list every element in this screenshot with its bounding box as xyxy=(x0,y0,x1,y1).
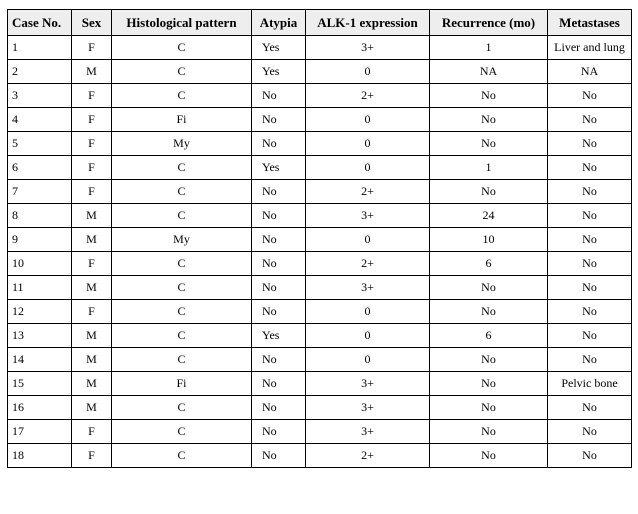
cell-alk1-expression: 3+ xyxy=(306,396,430,420)
cell-alk1-expression: 2+ xyxy=(306,84,430,108)
cell-sex: F xyxy=(72,180,112,204)
cell-alk1-expression: 3+ xyxy=(306,420,430,444)
cell-case-no: 6 xyxy=(8,156,72,180)
cell-alk1-expression: 3+ xyxy=(306,204,430,228)
cell-metastases: No xyxy=(548,132,632,156)
cell-alk1-expression: 0 xyxy=(306,108,430,132)
table-row xyxy=(8,420,632,444)
cell-sex: M xyxy=(72,372,112,396)
cell-recurrence: 6 xyxy=(430,252,548,276)
cell-sex: F xyxy=(72,84,112,108)
cell-metastases: NA xyxy=(548,60,632,84)
cell-sex: F xyxy=(72,36,112,60)
cell-histological-pattern: C xyxy=(112,420,252,444)
cell-atypia: No xyxy=(252,348,306,372)
header-row xyxy=(8,10,632,36)
cell-metastases: No xyxy=(548,444,632,468)
cell-histological-pattern: C xyxy=(112,252,252,276)
cell-metastases: Liver and lung xyxy=(548,36,632,60)
cell-recurrence: No xyxy=(430,108,548,132)
cell-sex: M xyxy=(72,276,112,300)
cell-histological-pattern: C xyxy=(112,348,252,372)
cell-case-no: 18 xyxy=(8,444,72,468)
cell-case-no: 2 xyxy=(8,60,72,84)
cell-atypia: No xyxy=(252,84,306,108)
cell-alk1-expression: 2+ xyxy=(306,180,430,204)
table-row xyxy=(8,372,632,396)
cell-recurrence: No xyxy=(430,132,548,156)
cell-atypia: No xyxy=(252,252,306,276)
cell-histological-pattern: C xyxy=(112,84,252,108)
cell-histological-pattern: C xyxy=(112,180,252,204)
header-histological-pattern: Histological pattern xyxy=(112,10,252,36)
cell-case-no: 3 xyxy=(8,84,72,108)
cell-atypia: No xyxy=(252,420,306,444)
cell-histological-pattern: My xyxy=(112,132,252,156)
cell-sex: M xyxy=(72,324,112,348)
cell-metastases: No xyxy=(548,228,632,252)
table-row xyxy=(8,276,632,300)
cell-recurrence: 6 xyxy=(430,324,548,348)
cell-recurrence: 24 xyxy=(430,204,548,228)
cell-sex: F xyxy=(72,444,112,468)
cell-sex: F xyxy=(72,252,112,276)
table-row xyxy=(8,252,632,276)
cell-metastases: No xyxy=(548,204,632,228)
cell-alk1-expression: 2+ xyxy=(306,252,430,276)
cell-histological-pattern: C xyxy=(112,444,252,468)
cell-metastases: No xyxy=(548,252,632,276)
table-row xyxy=(8,156,632,180)
cell-recurrence: 10 xyxy=(430,228,548,252)
cell-recurrence: No xyxy=(430,348,548,372)
header-alk1-expression: ALK-1 expression xyxy=(306,10,430,36)
cell-case-no: 13 xyxy=(8,324,72,348)
cell-atypia: No xyxy=(252,204,306,228)
table-row xyxy=(8,228,632,252)
cell-recurrence: No xyxy=(430,84,548,108)
cell-alk1-expression: 0 xyxy=(306,348,430,372)
cell-sex: M xyxy=(72,348,112,372)
cell-alk1-expression: 2+ xyxy=(306,444,430,468)
cell-alk1-expression: 0 xyxy=(306,132,430,156)
table-row xyxy=(8,60,632,84)
cell-alk1-expression: 3+ xyxy=(306,36,430,60)
cell-recurrence: No xyxy=(430,300,548,324)
cell-histological-pattern: My xyxy=(112,228,252,252)
cell-histological-pattern: C xyxy=(112,156,252,180)
cell-metastases: No xyxy=(548,180,632,204)
cell-recurrence: No xyxy=(430,180,548,204)
table-header xyxy=(8,10,632,36)
cell-histological-pattern: C xyxy=(112,396,252,420)
table-row xyxy=(8,84,632,108)
cell-metastases: No xyxy=(548,324,632,348)
cell-case-no: 8 xyxy=(8,204,72,228)
cell-sex: M xyxy=(72,396,112,420)
cell-histological-pattern: C xyxy=(112,36,252,60)
table-row xyxy=(8,348,632,372)
cell-alk1-expression: 0 xyxy=(306,300,430,324)
header-atypia: Atypia xyxy=(252,10,306,36)
cell-atypia: No xyxy=(252,132,306,156)
cell-atypia: No xyxy=(252,444,306,468)
cell-sex: M xyxy=(72,60,112,84)
cell-alk1-expression: 0 xyxy=(306,324,430,348)
cell-sex: F xyxy=(72,420,112,444)
cell-metastases: Pelvic bone xyxy=(548,372,632,396)
cell-atypia: Yes xyxy=(252,60,306,84)
cell-metastases: No xyxy=(548,348,632,372)
cell-recurrence: No xyxy=(430,444,548,468)
cell-atypia: Yes xyxy=(252,324,306,348)
cell-case-no: 5 xyxy=(8,132,72,156)
header-case-no: Case No. xyxy=(8,10,72,36)
cell-histological-pattern: C xyxy=(112,276,252,300)
cell-sex: F xyxy=(72,300,112,324)
cell-case-no: 11 xyxy=(8,276,72,300)
cell-recurrence: No xyxy=(430,372,548,396)
cell-alk1-expression: 3+ xyxy=(306,372,430,396)
cell-sex: M xyxy=(72,204,112,228)
cell-metastases: No xyxy=(548,300,632,324)
table-row xyxy=(8,180,632,204)
header-metastases: Metastases xyxy=(548,10,632,36)
header-sex: Sex xyxy=(72,10,112,36)
cell-case-no: 12 xyxy=(8,300,72,324)
cell-case-no: 14 xyxy=(8,348,72,372)
cell-case-no: 16 xyxy=(8,396,72,420)
cell-alk1-expression: 0 xyxy=(306,228,430,252)
cell-atypia: No xyxy=(252,108,306,132)
table-row xyxy=(8,396,632,420)
cell-atypia: No xyxy=(252,300,306,324)
cell-metastases: No xyxy=(548,108,632,132)
cell-histological-pattern: C xyxy=(112,60,252,84)
cell-atypia: No xyxy=(252,276,306,300)
header-recurrence: Recurrence (mo) xyxy=(430,10,548,36)
cell-recurrence: No xyxy=(430,420,548,444)
cell-recurrence: 1 xyxy=(430,36,548,60)
cell-metastases: No xyxy=(548,84,632,108)
cell-case-no: 1 xyxy=(8,36,72,60)
cell-atypia: No xyxy=(252,180,306,204)
table-body xyxy=(8,36,632,468)
case-table xyxy=(7,9,632,468)
cell-atypia: No xyxy=(252,396,306,420)
cell-metastases: No xyxy=(548,276,632,300)
cell-sex: F xyxy=(72,108,112,132)
cell-metastases: No xyxy=(548,156,632,180)
cell-histological-pattern: C xyxy=(112,324,252,348)
cell-recurrence: 1 xyxy=(430,156,548,180)
cell-metastases: No xyxy=(548,420,632,444)
table-row xyxy=(8,204,632,228)
cell-sex: F xyxy=(72,156,112,180)
cell-recurrence: No xyxy=(430,276,548,300)
cell-case-no: 7 xyxy=(8,180,72,204)
cell-atypia: No xyxy=(252,228,306,252)
cell-alk1-expression: 0 xyxy=(306,156,430,180)
cell-case-no: 10 xyxy=(8,252,72,276)
cell-case-no: 4 xyxy=(8,108,72,132)
table-row xyxy=(8,132,632,156)
cell-atypia: Yes xyxy=(252,36,306,60)
cell-case-no: 15 xyxy=(8,372,72,396)
cell-histological-pattern: Fi xyxy=(112,372,252,396)
table-row xyxy=(8,108,632,132)
cell-histological-pattern: Fi xyxy=(112,108,252,132)
cell-histological-pattern: C xyxy=(112,204,252,228)
cell-recurrence: NA xyxy=(430,60,548,84)
cell-sex: F xyxy=(72,132,112,156)
table-row xyxy=(8,300,632,324)
cell-recurrence: No xyxy=(430,396,548,420)
cell-alk1-expression: 0 xyxy=(306,60,430,84)
cell-case-no: 17 xyxy=(8,420,72,444)
table-row xyxy=(8,324,632,348)
cell-atypia: No xyxy=(252,372,306,396)
cell-atypia: Yes xyxy=(252,156,306,180)
cell-metastases: No xyxy=(548,396,632,420)
cell-alk1-expression: 3+ xyxy=(306,276,430,300)
cell-histological-pattern: C xyxy=(112,300,252,324)
cell-sex: M xyxy=(72,228,112,252)
table-row xyxy=(8,444,632,468)
cell-case-no: 9 xyxy=(8,228,72,252)
table-row xyxy=(8,36,632,60)
